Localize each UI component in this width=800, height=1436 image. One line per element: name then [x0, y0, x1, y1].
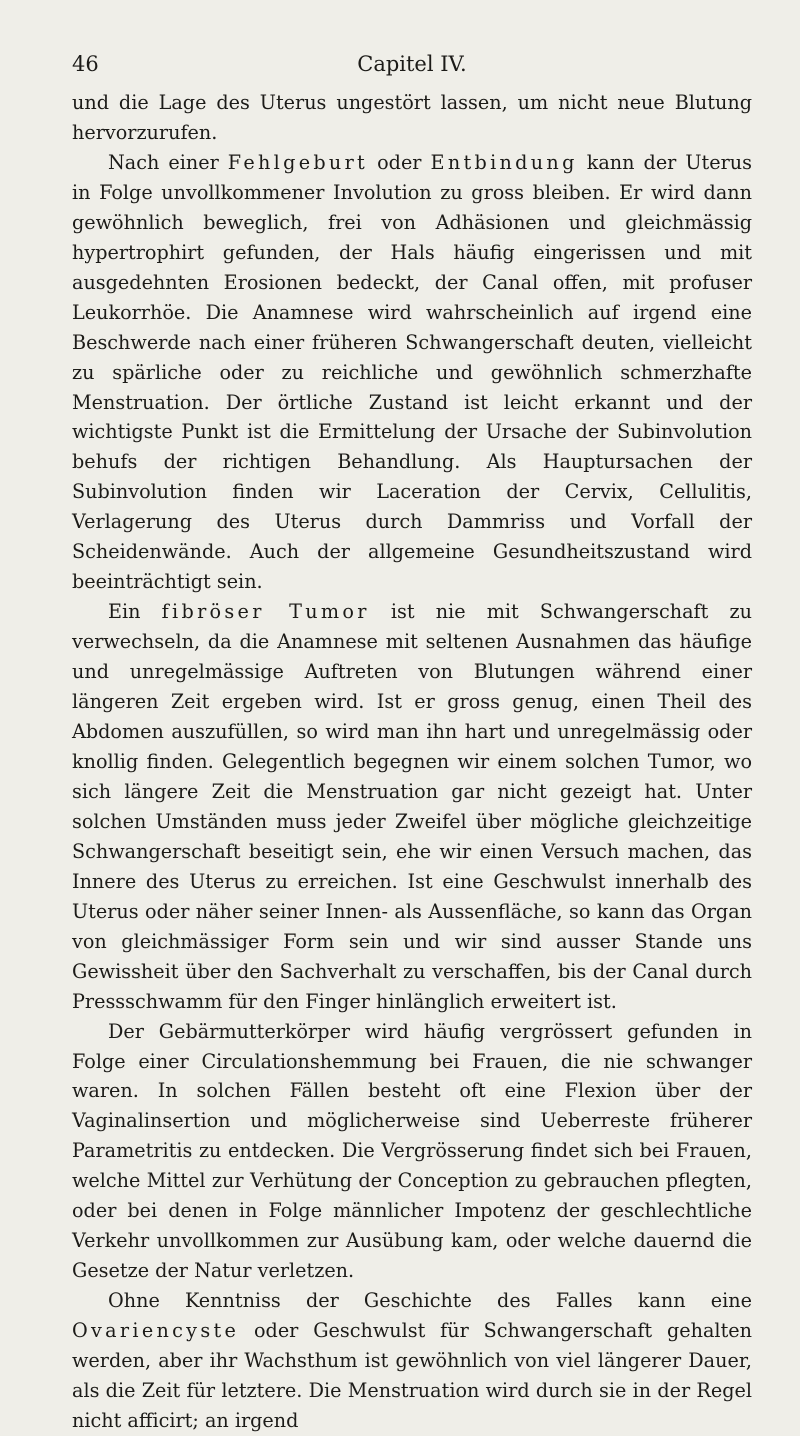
paragraph-text: Ein: [108, 600, 162, 624]
paragraph-text: Ohne Kenntniss der Geschichte des Falles kann eine: [108, 1289, 752, 1313]
emphasized-term: Ovariencyste: [72, 1319, 240, 1343]
emphasized-term: Entbindung: [430, 150, 578, 174]
paragraph-text: kann der Uterus in Folge unvollkommener Involution zu gross bleiben. Er wird dann gewöhnlich beweglich, frei von Adhäsionen und gleichmässig hypertrophirt gefunden, der Hals häufig eingerissen und mit ausgedehnten Erosionen bedeckt, der Canal offen, mit profuser Leukorrhöe. Die Anamnese wird wahrscheinlich auf irgend eine Beschwerde nach einer früheren Schwangerschaft deuten, vielleicht zu spärliche oder zu reichliche und gewöhnlich schmerzhafte Menstruation. Der örtliche Zustand ist leicht erkannt und der wichtigste Punkt ist die Ermittelung der Ursache der Subinvolution behufs der richtigen Behandlung. Als Hauptursachen der Subinvolution finden wir Laceration der Cervix, Cellulitis, Verlagerung des Uterus durch Dammriss und Vorfall der Scheidenwände. Auch der allgemeine Gesundheitszustand wird beeinträchtigt sein.: [72, 150, 752, 594]
paragraph-text: und die Lage des Uterus ungestört lassen, um nicht neue Blutung hervorzurufen.: [72, 91, 752, 144]
paragraph-fehlgeburt: [72, 148, 752, 597]
paragraph-text: Der Gebärmutterkörper wird häufig vergrössert gefunden in Folge einer Circulationshemmung bei Frauen, die nie schwanger waren. In solchen Fällen besteht oft eine Flexion über der Vaginalinsertion und möglicherweise sind Ueberreste früherer Parametritis zu entdecken. Die Vergrösserung findet sich bei Frauen, welche Mittel zur Verhütung der Conception zu gebrauchen pflegten, oder bei denen in Folge männlicher Impotenz der geschlechtliche Verkehr unvollkommen zur Ausübung kam, oder welche dauernd die Gesetze der Natur verletzen.: [72, 1019, 752, 1283]
paragraph-text: ist nie mit Schwangerschaft zu verwechseln, da die Anamnese mit seltenen Ausnahmen das häufige und unregelmässige Auftreten von Blutungen während einer längeren Zeit ergeben wird. Ist er gross genug, einen Theil des Abdomen auszufüllen, so wird man ihn hart und unregelmässig oder knollig finden. Gelegentlich begegnen wir einem solchen Tumor, wo sich längere Zeit die Menstruation gar nicht gezeigt hat. Unter solchen Umständen muss jeder Zweifel über mögliche gleichzeitige Schwangerschaft beseitigt sein, ehe wir einen Versuch machen, das Innere des Uterus zu erreichen. Ist eine Geschwulst innerhalb des Uterus oder näher seiner Innen- als Aussenfläche, so kann das Organ von gleichmässiger Form sein und wir sind ausser Stande uns Gewissheit über den Sachverhalt zu verschaffen, bis der Canal durch Pressschwamm für den Finger hinlänglich erweitert ist.: [72, 600, 752, 1013]
emphasized-term: Fehlgeburt: [227, 150, 369, 174]
paragraph-gebaermutterkoerper: [72, 1017, 752, 1287]
paragraph-text: Nach einer: [108, 150, 228, 174]
running-header: [72, 52, 752, 88]
paragraph-text: oder: [368, 150, 431, 174]
paragraph-text: oder Geschwulst für Schwangerschaft gehalten werden, aber ihr Wachsthum ist gewöhnlich von viel längerer Dauer, als die Zeit für letztere. Die Menstruation wird durch sie in der Regel nicht afficirt; an irgend: [72, 1319, 752, 1432]
paragraph-continuation: [72, 88, 752, 148]
body-text: [72, 88, 752, 1436]
paragraph-ovariencyste: [72, 1286, 752, 1436]
page-number: 46: [72, 52, 99, 76]
emphasized-term: fibröser Tumor: [161, 600, 370, 624]
chapter-title: Capitel IV.: [357, 52, 467, 76]
paragraph-fibroser-tumor: [72, 597, 752, 1016]
